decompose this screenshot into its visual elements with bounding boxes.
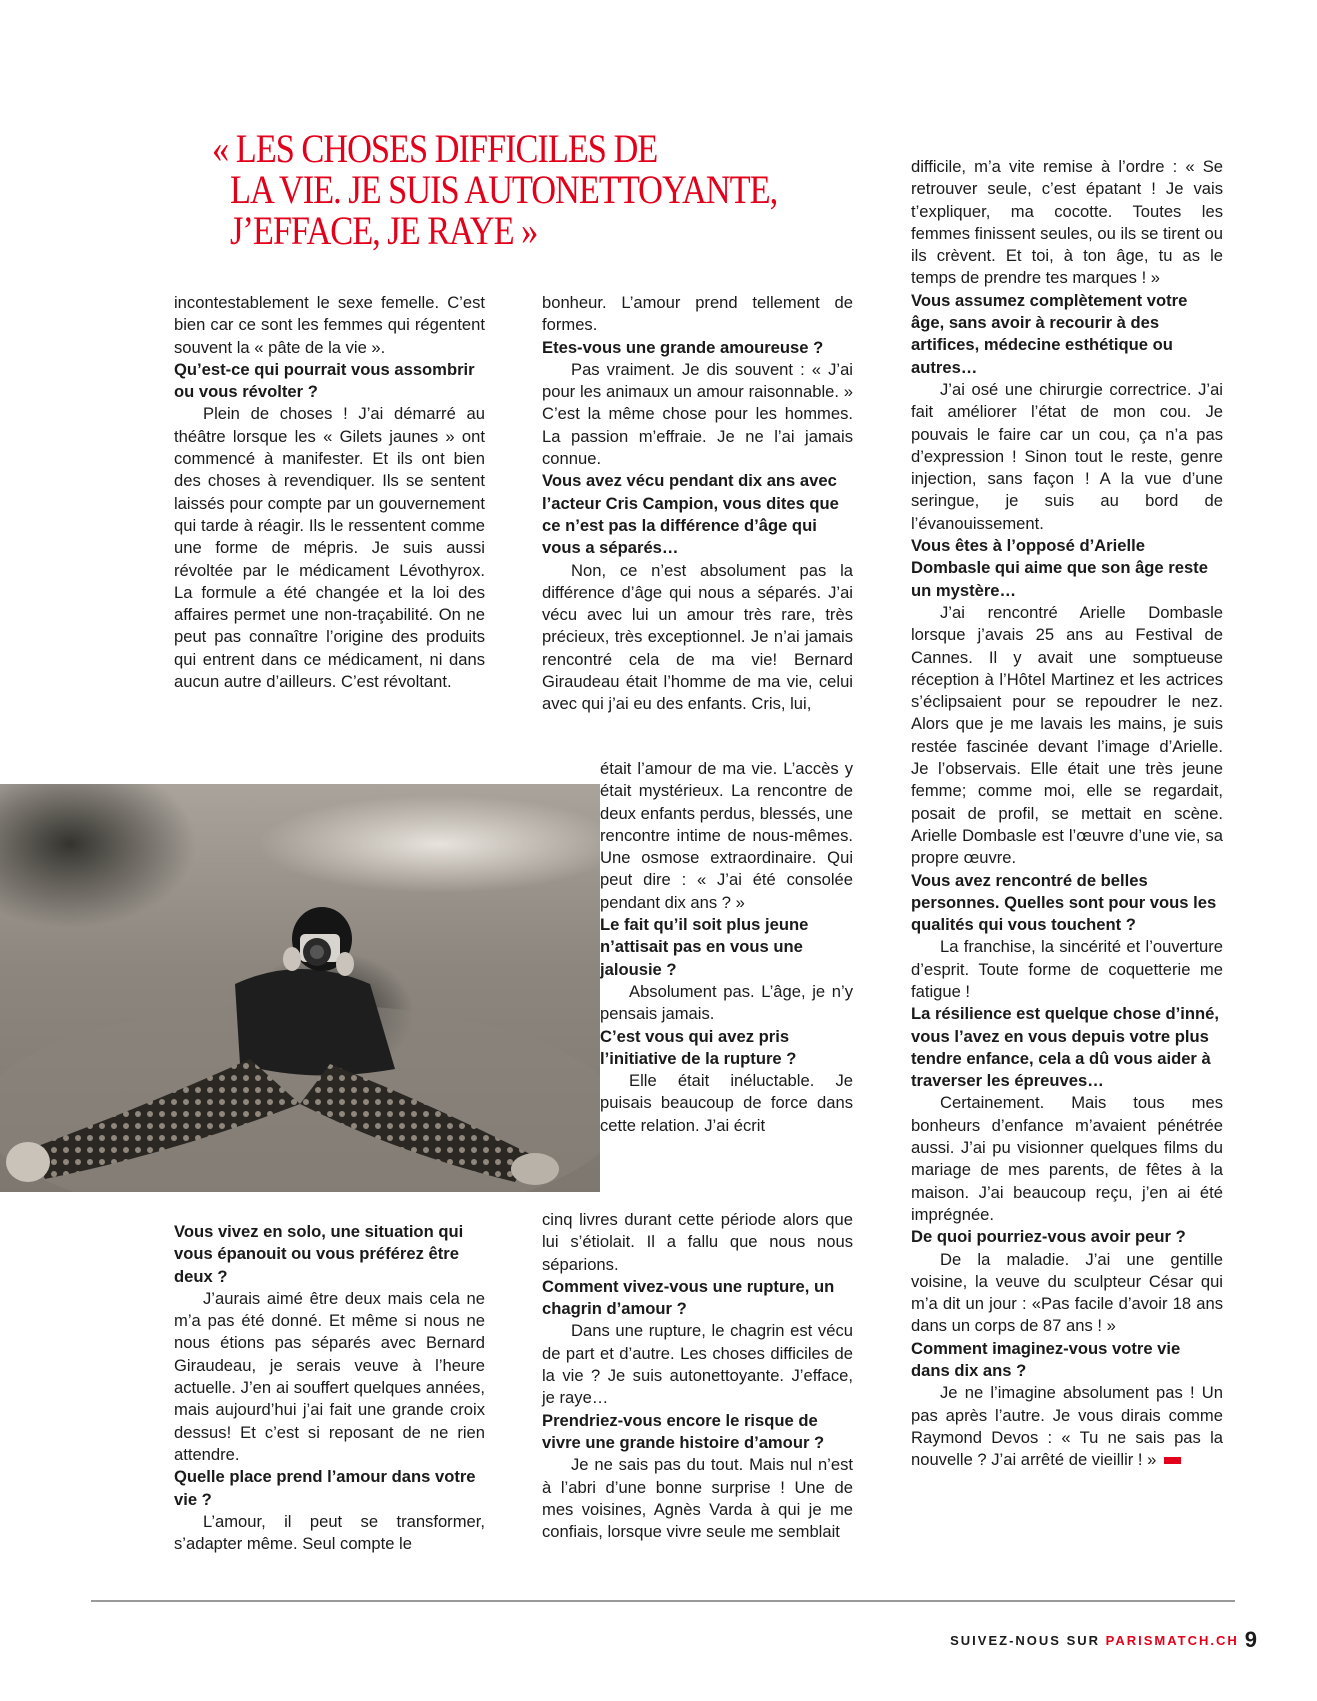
interview-answer [911, 1382, 1223, 1471]
interview-question [911, 535, 1223, 602]
interview-answer [174, 1288, 485, 1466]
interview-answer [911, 602, 1223, 870]
paragraph-text: Comment vivez-vous une rupture, un chagrin d’amour ? [542, 1276, 835, 1319]
paragraph-text: cinq livres durant cette période alors que lui s’étiolait. Il a fallu que nous nous séparions. [542, 1210, 853, 1274]
article-column-1-top [174, 292, 485, 693]
interview-answer [911, 936, 1223, 1003]
interview-answer [542, 359, 853, 470]
page-footer [950, 1627, 1257, 1653]
interview-question [911, 870, 1223, 937]
paragraph-text: Vous êtes à l’opposé d’Arielle Dombasle qui aime que son âge reste un mystère… [911, 536, 1208, 600]
paragraph-text: Quelle place prend l’amour dans votre vie ? [174, 1467, 476, 1509]
paragraph-text: Absolument pas. L’âge, je n’y pensais jamais. [600, 981, 853, 1024]
interview-answer [911, 1092, 1223, 1226]
footer-divider [91, 1600, 1235, 1602]
person-shoe [6, 1142, 50, 1182]
headline-line: J’EFFACE, JE RAYE » [230, 208, 538, 253]
interview-question [600, 914, 853, 981]
interview-question [174, 1466, 485, 1511]
article-column-2-top [542, 292, 853, 716]
paragraph-text: difficile, m’a vite remise à l’ordre : « Se retrouver seule, c’est épatant ! Je vais t’expliquer, ma cocotte. Toutes les femmes finissent seules, ou ils se tirent ou ils crèvent. Et toi, à ton âge, tu as le temps de prendre tes marques ! » [911, 157, 1223, 288]
photo-illustration [0, 784, 600, 1192]
person-hand [336, 952, 354, 976]
pull-quote-headline [212, 126, 778, 253]
paragraph-text: Je ne l’imagine absolument pas ! Un pas après l’autre. Je vous dirais comme Raymond Devos : « Tu ne sais pas la nouvelle ? J’ai arrêté de vieillir ! » [911, 1383, 1223, 1470]
paragraph-text: J’aurais aimé être deux mais cela ne m’a pas été donné. Et même si nous ne nous étions pas séparés avec Bernard Giraudeau, je serais veuve à l’heure actuelle. J’en ai souffert quelques années, mais aujourd’hui j’ai fait une grande croix dessus! Et c’est si reposant de ne rien attendre. [174, 1288, 485, 1464]
paragraph-text: Je ne sais pas du tout. Mais nul n’est à l’abri d’une bonne surprise ! Une de mes voisines, Agnès Varda à qui je me confiais, lorsque vivre seule me semblait [542, 1455, 853, 1542]
interview-answer [542, 292, 853, 337]
paragraph-text: J’ai rencontré Arielle Dombasle lorsque j’avais 25 ans au Festival de Cannes. Il y avait une somptueuse réception à l’Hôtel Martinez et les actrices s’éclipsaient pour se repoudrer le nez. Alors que je me lavais les mains, je suis restée fascinée devant l’image d’Arielle. Je l’observais. Elle était une très jeune femme; comme moi, elle se regardait, posait de profil, se mettait en scène. Arielle Dombasle est l’œuvre d’une vie, sa propre œuvre. [911, 602, 1223, 868]
person-shoe [511, 1153, 559, 1185]
paragraph-text: De la maladie. J’ai une gentille voisine, la veuve du sculpteur César qui m’a dit un jour : «Pas facile d’avoir 18 ans dans un corps de 87 ans ! » [911, 1249, 1223, 1336]
camera-lens-glass [310, 945, 324, 959]
paragraph-text: Le fait qu’il soit plus jeune n’attisait pas en vous une jalousie ? [600, 915, 809, 979]
interview-question [911, 1338, 1223, 1383]
article-column-3 [911, 156, 1223, 1472]
paragraph-text: De quoi pourriez-vous avoir peur ? [911, 1227, 1186, 1247]
paragraph-text: La résilience est quelque chose d’inné, vous l’avez en vous depuis votre plus tendre enfance, cela a dû vous aider à traverser les épreuves… [911, 1004, 1220, 1091]
paragraph-text: La franchise, la sincérité et l’ouverture d’esprit. Toute forme de coquetterie me fatigue ! [911, 937, 1223, 1001]
interview-question [911, 290, 1223, 379]
interview-answer [911, 1249, 1223, 1338]
headline-line: « LES CHOSES DIFFICILES DE [212, 126, 658, 171]
interview-answer [600, 758, 853, 914]
headline-line: LA VIE. JE SUIS AUTONETTOYANTE, [230, 167, 778, 212]
paragraph-text: Etes-vous une grande amoureuse ? [542, 337, 824, 357]
paragraph-text: Elle était inéluctable. Je puisais beaucoup de force dans cette relation. J’ai écrit [600, 1071, 853, 1135]
paragraph-text: Vous avez rencontré de belles personnes. Quelles sont pour vous les qualités qui vous touchent ? [911, 870, 1217, 935]
interview-question [174, 359, 485, 404]
paragraph-text: Plein de choses ! J’ai démarré au théâtre lorsque les « Gilets jaunes » ont commencé à manifester. Et ils ont bien des choses à revendiquer. Ils se sentent laissés pour compte par un gouvernement qui tarde à réagir. Ils le ressentent comme une forme de mépris. Je suis aussi révoltée par le médicament Lévothyrox. La formule a été changée et la loi des affaires permet une non-traçabilité. On ne peut pas connaître l’origine des produits qui entrent dans ce médicament, ni dans aucun autre d’ailleurs. C’est révoltant. [174, 404, 485, 692]
paragraph-text: était l’amour de ma vie. L’accès y était mystérieux. La rencontre de deux enfants perdus, blessés, une rencontre intime de nous-mêmes. Une osmose extraordinaire. Qui peut dire : « J’ai été consolée pendant dix ans ? » [600, 759, 853, 912]
paragraph-text: bonheur. L’amour prend tellement de formes. [542, 293, 853, 335]
paragraph-text: J’ai osé une chirurgie correctrice. J’ai fait améliorer l’état de mon cou. Je pouvais le faire car un cou, ça n’a pas d’expression ! Sinon tout le reste, genre injection, sans façon ! A la vue d’une seringue, je suis au bord de l’évanouissement. [911, 379, 1223, 533]
interview-question [542, 337, 853, 359]
paragraph-text: Dans une rupture, le chagrin est vécu de part et d’autre. Les choses difficiles de la vie ? Je suis autonettoyante. J’efface, je raye… [542, 1321, 853, 1408]
interview-answer [542, 1454, 853, 1543]
interview-question [174, 1221, 485, 1288]
interview-question [911, 1003, 1223, 1092]
paragraph-text: L’amour, il peut se transformer, s’adapter même. Seul compte le [174, 1511, 485, 1554]
paragraph-text: Vous assumez complètement votre âge, sans avoir à recourir à des artifices, médecine esthétique ou autres… [911, 290, 1188, 377]
person-torso [235, 969, 395, 1075]
article-column-2-wrap [600, 758, 853, 1137]
interview-answer [542, 1209, 853, 1276]
paragraph-text: Prendriez-vous encore le risque de vivre une grande histoire d’amour ? [542, 1410, 825, 1452]
paragraph-text: Comment imaginez-vous votre vie dans dix ans ? [911, 1338, 1181, 1381]
page-number: 9 [1244, 1627, 1257, 1652]
interview-answer [911, 156, 1223, 290]
article-photo [0, 784, 600, 1192]
interview-answer [174, 403, 485, 693]
paragraph-text: C’est vous qui avez pris l’initiative de la rupture ? [600, 1026, 797, 1068]
interview-answer [600, 981, 853, 1026]
paragraph-text: Pas vraiment. Je dis souvent : « J’ai pour les animaux un amour raisonnable. » C’est la même chose pour les hommes. La passion m’effraie. Je ne l’ai jamais connue. [542, 359, 853, 469]
interview-question [542, 470, 853, 559]
interview-answer [911, 379, 1223, 535]
paragraph-text: Qu’est-ce qui pourrait vous assombrir ou vous révolter ? [174, 359, 475, 402]
interview-answer [174, 292, 485, 359]
paragraph-text: Non, ce n’est absolument pas la différence d’âge qui nous a séparés. J’ai vécu avec lui un amour très rare, très précieux, très exceptionnel. Je n’ai jamais rencontré cela de ma vie! Bernard Giraudeau était l’homme de ma vie, celui avec qui j’ai eu des enfants. Cris, lui, [542, 560, 853, 714]
article-end-mark-icon [1164, 1457, 1181, 1464]
person-hand [283, 947, 301, 971]
interview-answer [174, 1511, 485, 1556]
interview-question [911, 1226, 1223, 1248]
paragraph-text: incontestablement le sexe femelle. C’est bien car ce sont les femmes qui régentent souvent la « pâte de la vie ». [174, 293, 485, 357]
website-link[interactable]: PARISMATCH.CH [1105, 1633, 1239, 1648]
paragraph-text: Vous vivez en solo, une situation qui vous épanouit ou vous préférez être deux ? [174, 1222, 464, 1286]
article-column-2-bottom [542, 1209, 853, 1543]
paragraph-text: Vous avez vécu pendant dix ans avec l’acteur Cris Campion, vous dites que ce n’est pas la différence d’âge qui vous a séparés… [542, 471, 839, 558]
interview-question [542, 1410, 853, 1455]
interview-question [542, 1276, 853, 1321]
interview-answer [542, 1320, 853, 1409]
article-column-1-bottom [174, 1221, 485, 1555]
interview-question [600, 1026, 853, 1071]
interview-answer [600, 1070, 853, 1137]
follow-label: SUIVEZ-NOUS SUR [950, 1633, 1106, 1648]
paragraph-text: Certainement. Mais tous mes bonheurs d’enfance m’avaient pénétrée aussi. J’ai pu visionner quelques films du mariage de mes parents, de fêtes à la maison. J’ai beaucoup reçu, j’en ai été imprégnée. [911, 1093, 1223, 1224]
interview-answer [542, 560, 853, 716]
